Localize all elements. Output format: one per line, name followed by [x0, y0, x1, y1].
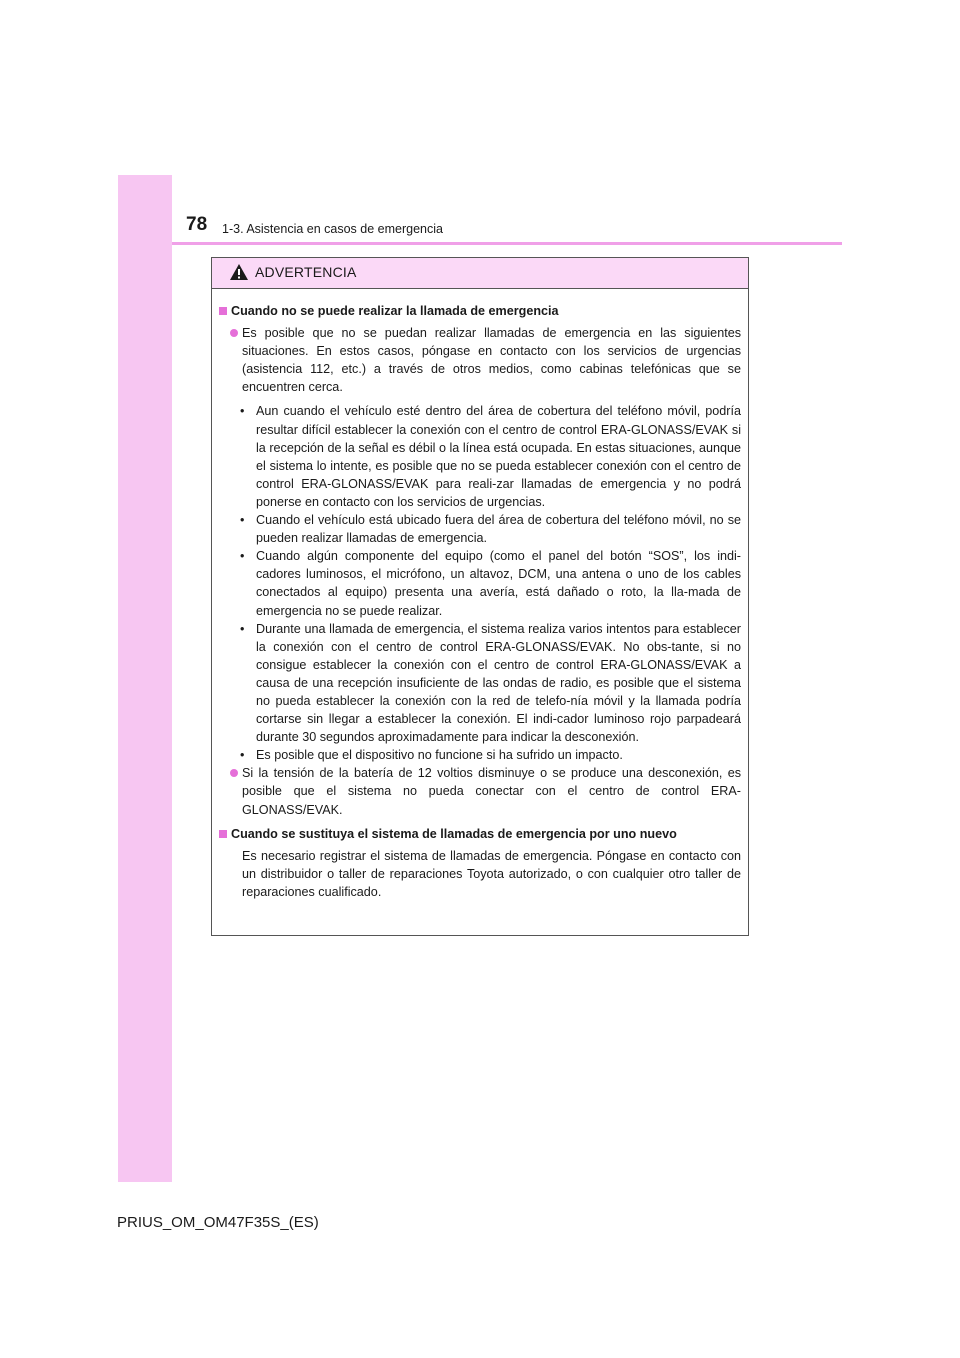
list-item — [230, 764, 741, 818]
sub-list-item — [240, 547, 741, 619]
sub-list-item — [240, 746, 741, 764]
square-bullet-icon — [219, 307, 227, 315]
warning-body — [212, 289, 748, 901]
side-color-band — [118, 175, 172, 1182]
warning-header — [212, 258, 748, 289]
section-heading — [219, 302, 741, 320]
section-heading — [219, 825, 741, 843]
dot-bullet-icon: • — [240, 549, 245, 564]
document-code: PRIUS_OM_OM47F35S_(ES) — [117, 1214, 319, 1231]
dot-bullet-icon: • — [240, 621, 245, 636]
sub-list-item-text: Aun cuando el vehículo esté dentro del área de cobertura del teléfono móvil, podría resultar difícil establecer la conexión con el centro de control ERA-GLONASS/EVAK si la recepción de la señal es débil o la línea está ocupada. En estas situaciones, aunque el sistema lo intente, es posible que no se pueda establecer conexión con el centro de control ERA-GLONASS/EVAK para reali-zar llamadas de emergencia y no podrá ponerse en contacto con los servicios de urgencias. — [256, 404, 741, 509]
list-item — [230, 324, 741, 396]
circle-bullet-icon — [230, 329, 238, 337]
sub-list-item — [240, 511, 741, 547]
page-number: 78 — [186, 214, 208, 235]
dot-bullet-icon: • — [240, 513, 245, 528]
sub-list-item — [240, 620, 741, 747]
dot-bullet-icon: • — [240, 748, 245, 763]
sub-list — [240, 402, 741, 764]
sub-list-item-text: Cuando el vehículo está ubicado fuera del área de cobertura del teléfono móvil, no se pueden realizar llamadas de emergencia. — [256, 513, 741, 546]
square-bullet-icon — [219, 830, 227, 838]
sub-list-item-text: Durante una llamada de emergencia, el sistema realiza varios intentos para establecer la conexión con el centro de control ERA-GLONASS/EVAK. No obs-tante, si no consigue establecer la conexión con el centro de control ERA-GLONASS/EVAK a causa de una recepción insuficiente de las ondas de radio, es posible que el sistema no pueda establecer la conexión con la red de telefo-nía móvil y la llamada podría cortarse sin llegar a establecer la conexión. El indi-cador luminoso rojo parpadeará durante 30 segundos aproximadamente para indicar la desconexión. — [256, 621, 741, 745]
circle-bullet-icon — [230, 769, 238, 777]
dot-bullet-icon: • — [240, 404, 245, 419]
list-item-text: Si la tensión de la batería de 12 voltios disminuye o se produce una desconexión, es posible que el sistema no pueda conectar con el centro de control ERA-GLONASS/EVAK. — [242, 766, 741, 817]
header-rule — [172, 242, 842, 245]
section-heading-text: Cuando se sustituya el sistema de llamadas de emergencia por uno nuevo — [231, 826, 677, 841]
list-item-text: Es posible que no se puedan realizar llamadas de emergencia en las siguientes situaciones. En estos casos, póngase en contacto con los servicios de urgencias (asistencia 112, etc.) a través de otros medios, como cabinas telefónicas que se encuentren cerca. — [242, 326, 741, 395]
warning-triangle-icon — [229, 263, 249, 281]
section-heading-text: Cuando no se puede realizar la llamada de emergencia — [231, 304, 559, 318]
warning-box — [211, 257, 749, 936]
warning-label: ADVERTENCIA — [255, 264, 357, 280]
sub-list-item-text: Cuando algún componente del equipo (como el panel del botón “SOS”, los indi-cadores luminosos, el micrófono, un altavoz, DCM, una antena o uno de los cables conectados al equipo) presenta una avería, está dañado o roto, la lla-mada de emergencia no se puede realizar. — [256, 549, 741, 618]
sub-list-item — [240, 402, 741, 511]
section-paragraph: Es necesario registrar el sistema de llamadas de emergencia. Póngase en contacto con un distribuidor o taller de reparaciones Toyota autorizado, o con cualquier otro taller de reparaciones cualificado. — [242, 848, 741, 899]
sub-list-item-text: Es posible que el dispositivo no funcione si ha sufrido un impacto. — [256, 748, 623, 763]
section-title: 1-3. Asistencia en casos de emergencia — [222, 222, 443, 236]
